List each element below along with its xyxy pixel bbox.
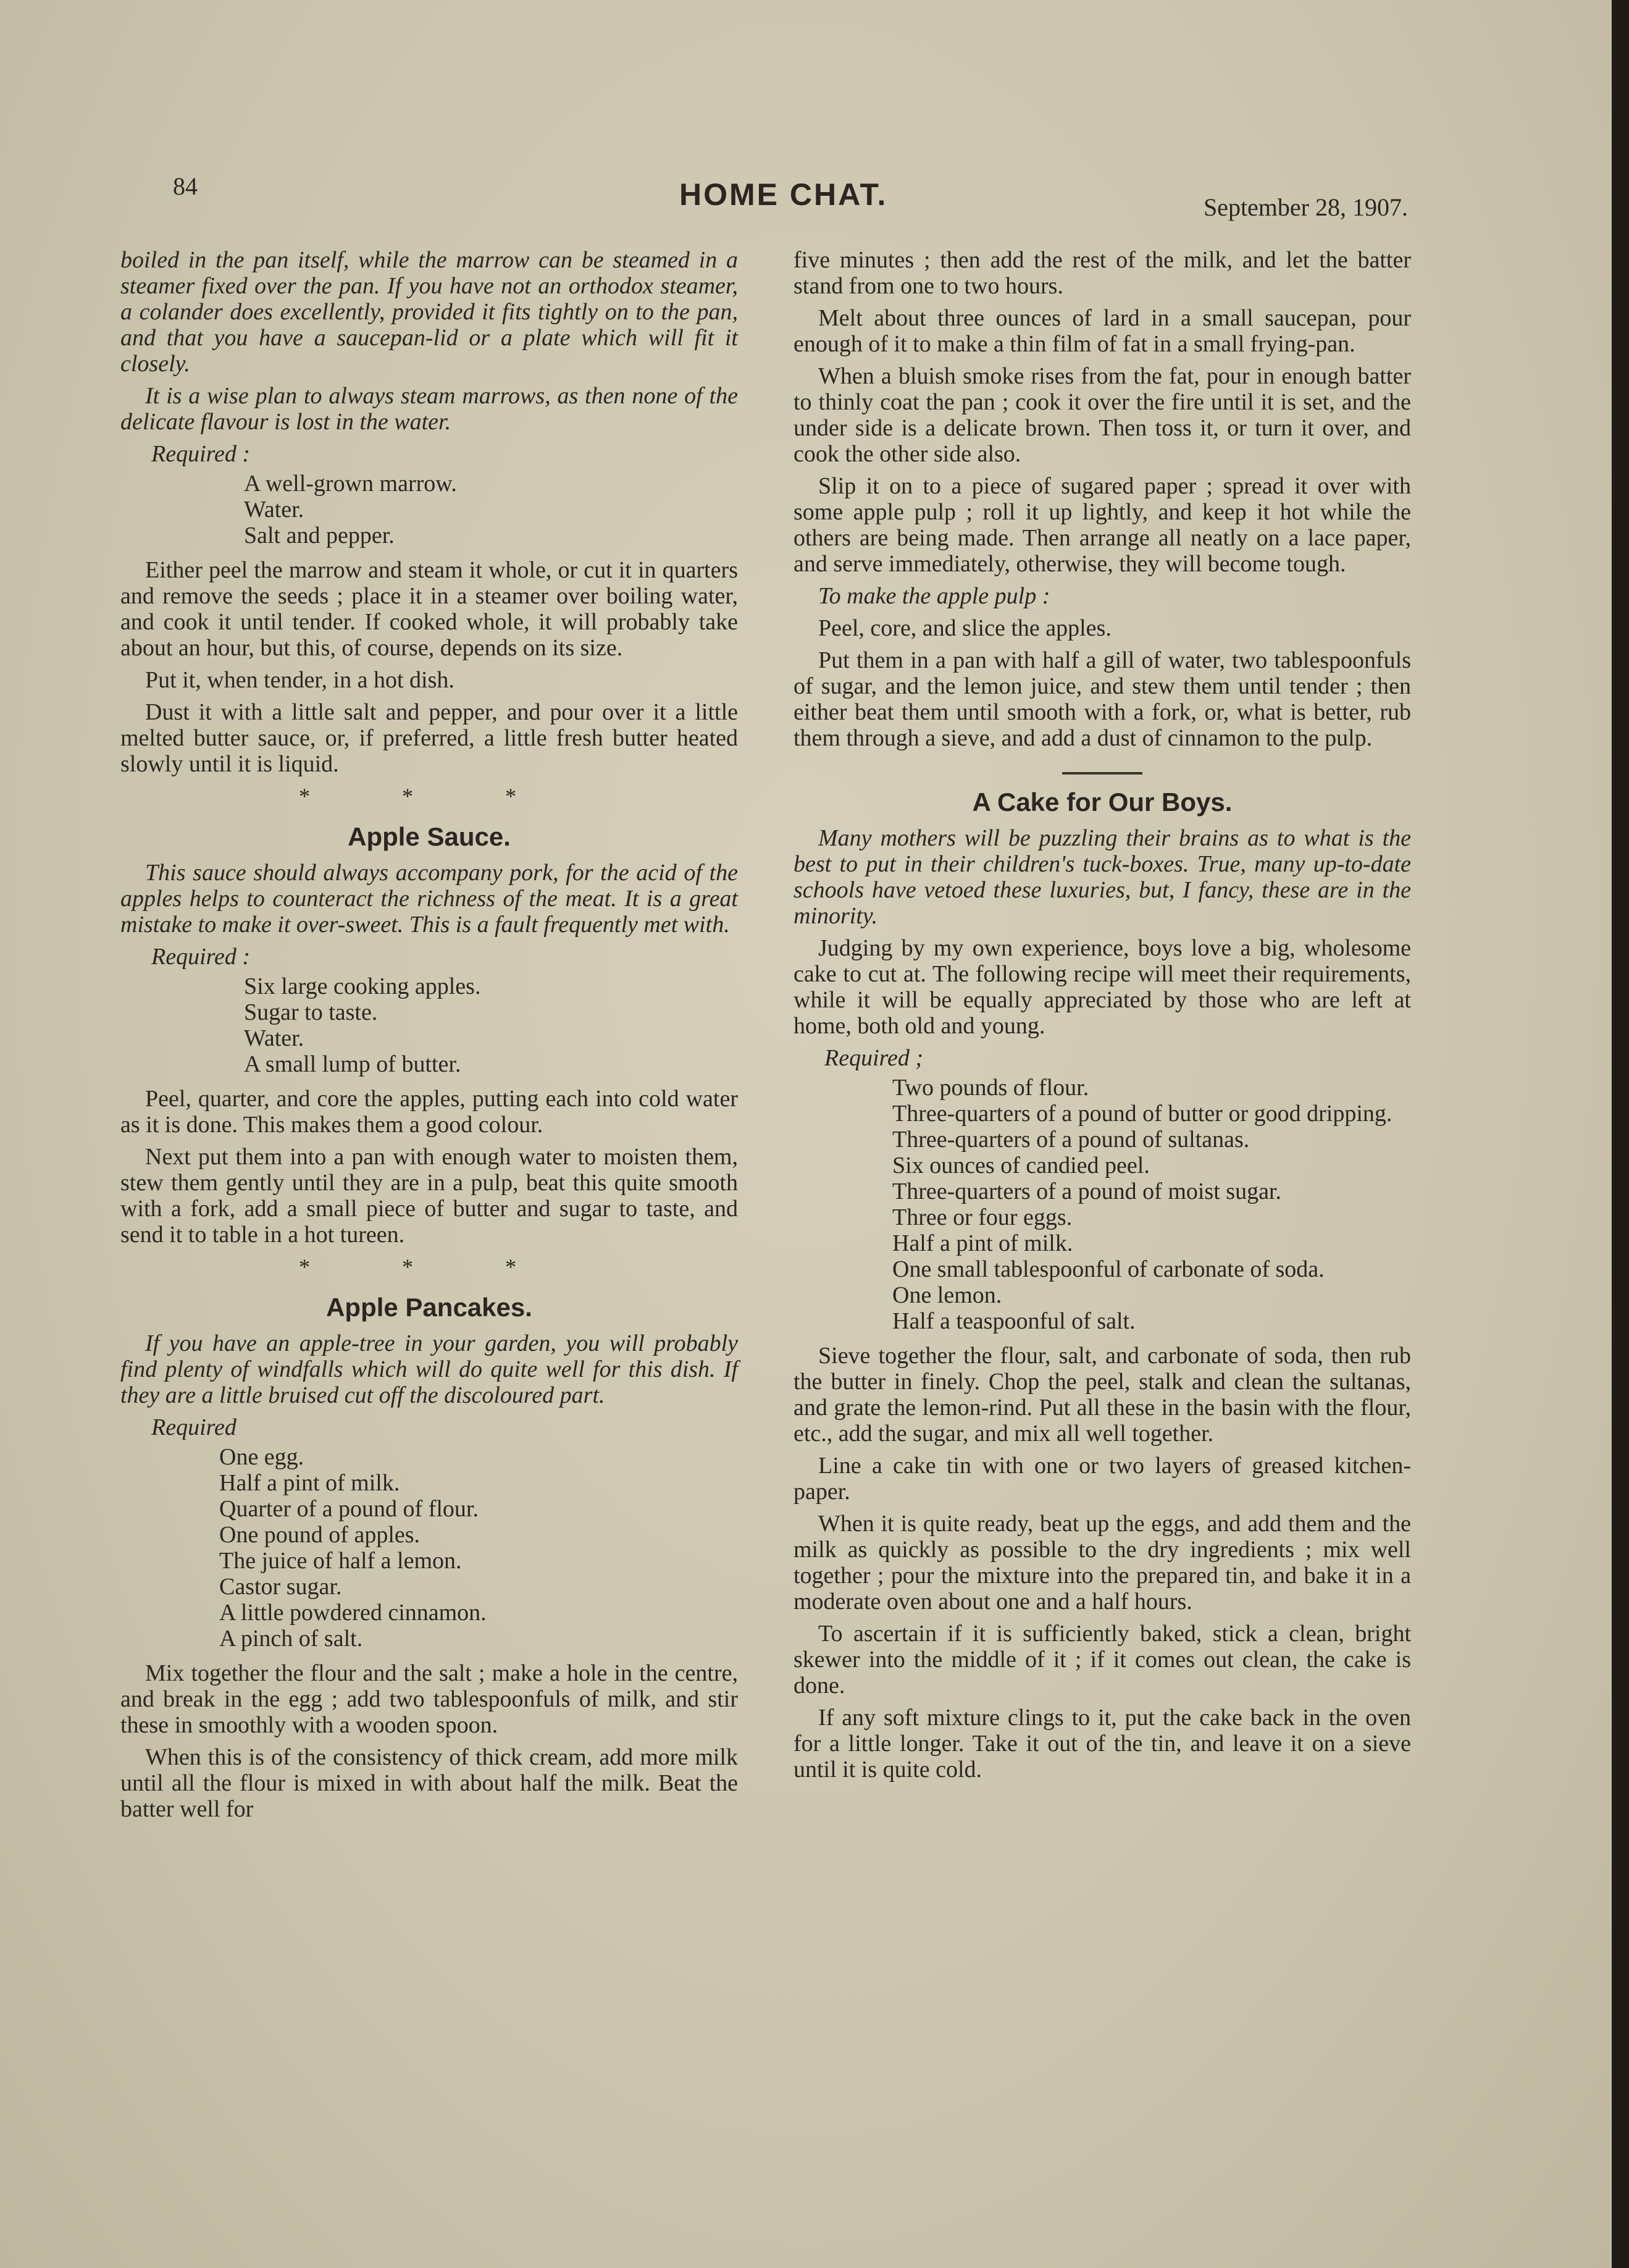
ingredient-item: A pinch of salt. (219, 1626, 363, 1652)
cake-paragraph: Line a cake tin with one or two layers of greased kitchen-paper. (794, 1453, 1411, 1505)
cake-intro: Many mothers will be puzzling their brains as to what is the best to put in their children's tuck-boxes. True, many up-to-date schools have vetoed these luxuries, but, I fancy, these are in the minority. (794, 825, 1411, 929)
ingredient-item: Six ounces of candied peel. (892, 1153, 1150, 1178)
apple-sauce-paragraph: Peel, quarter, and core the apples, putting each into cold water as it is done. This makes them a good colour. (120, 1086, 738, 1138)
apple-sauce-intro: This sauce should always accompany pork, for the acid of the apples helps to counteract the richness of the meat. It is a great mistake to make it over-sweet. This is a fault frequently met with. (120, 860, 738, 938)
ingredient-item: The juice of half a lemon. (219, 1548, 462, 1574)
ingredient-item: One egg. (219, 1444, 304, 1470)
cake-paragraph: To ascertain if it is sufficiently baked, stick a clean, bright skewer into the middle of it ; if it comes out clean, the cake is done. (794, 1621, 1411, 1699)
cake-ingredient-list (794, 1075, 1411, 1334)
marrow-paragraph: Put it, when tender, in a hot dish. (145, 667, 454, 693)
apple-pancakes-paragraph: Slip it on to a piece of sugared paper ; spread it over with some apple pulp ; roll it up lightly, and keep it hot while the others are being made. Then arrange all neatly on a lace paper, and serve immediately, otherwise, they will become tough. (794, 473, 1411, 577)
ingredient-item: Two pounds of flour. (892, 1075, 1089, 1101)
apple-sauce-ingredient-list (120, 973, 738, 1077)
ingredient-item: Three or four eggs. (892, 1204, 1073, 1230)
apple-pancakes-paragraph: When this is of the consistency of thick cream, add more milk until all the flour is mixed in with about half the milk. Beat the batter well for (120, 1744, 738, 1822)
apple-pancakes-paragraph: When a bluish smoke rises from the fat, pour in enough batter to thinly coat the pan ; cook it over the fire until it is set, and the under side is a delicate brown. Then toss it, or turn it over, and cook the other side also. (794, 363, 1411, 467)
ingredient-item: Six large cooking apples. (244, 973, 481, 999)
apple-pancakes-paragraph: Mix together the flour and the salt ; make a hole in the centre, and break in the egg ; add two tablespoonfuls of milk, and stir these in smoothly with a wooden spoon. (120, 1660, 738, 1738)
ingredient-item: Water. (244, 1025, 304, 1051)
apple-pancakes-ingredient-list (120, 1444, 738, 1652)
apple-pulp-paragraph: Peel, core, and slice the apples. (818, 615, 1112, 641)
ingredient-item: One pound of apples. (219, 1522, 421, 1548)
ingredient-item: A well-grown marrow. (244, 471, 457, 497)
page-number: 84 (173, 172, 198, 200)
section-divider-stars: * * * (299, 1254, 559, 1279)
apple-sauce-required-label: Required : (151, 944, 251, 970)
ingredient-item: Half a pint of milk. (219, 1470, 400, 1496)
marrow-tip: It is a wise plan to always steam marrows, as then none of the delicate flavour is lost in the water. (120, 383, 738, 435)
page-header (167, 162, 1408, 221)
section-divider-rule (1062, 772, 1142, 775)
ingredient-item: Three-quarters of a pound of moist sugar. (892, 1178, 1281, 1204)
ingredient-item: A small lump of butter. (244, 1051, 461, 1077)
cake-paragraph: When it is quite ready, beat up the eggs, and add them and the milk as quickly as possible to the dry ingredients ; mix well together ; pour the mixture into the prepared tin, and bake it in a moderate oven about one and a half hours. (794, 1511, 1411, 1615)
cake-required-label: Required ; (824, 1045, 924, 1071)
masthead-title: HOME CHAT. (679, 177, 888, 212)
binding-edge (1612, 0, 1629, 2268)
ingredient-item: A little powdered cinnamon. (219, 1600, 487, 1626)
cake-paragraph: If any soft mixture clings to it, put the cake back in the oven for a little longer. Take it out of the tin, and leave it on a sieve until it is quite cold. (794, 1705, 1411, 1783)
section-divider-stars: * * * (299, 784, 559, 808)
apple-pancakes-paragraph: Melt about three ounces of lard in a small saucepan, pour enough of it to make a thin film of fat in a small frying-pan. (794, 305, 1411, 357)
marrow-paragraph: Either peel the marrow and steam it whole, or cut it in quarters and remove the seeds ; place it in a steamer over boiling water, and cook it until tender. If cooked whole, it will probably take about an hour, but this, of course, depends on its size. (120, 557, 738, 661)
marrow-ingredient-list (120, 471, 738, 548)
apple-pancakes-required-label: Required (151, 1414, 237, 1440)
ingredient-item: One small tablespoonful of carbonate of soda. (892, 1256, 1325, 1282)
apple-pulp-heading: To make the apple pulp : (818, 583, 1050, 609)
apple-pulp-paragraph: Put them in a pan with half a gill of water, two tablespoonfuls of sugar, and the lemon juice, and stew them until tender ; then either beat them until smooth with a fork, or, what is better, rub them through a sieve, and add a dust of cinnamon to the pulp. (794, 647, 1411, 751)
ingredient-item: Half a pint of milk. (892, 1230, 1073, 1256)
apple-sauce-title: Apple Sauce. (348, 822, 511, 851)
right-column (794, 247, 1411, 1789)
apple-pancakes-intro: If you have an apple-tree in your garden, you will probably find plenty of windfalls which will do quite well for this dish. If they are a little bruised cut off the discoloured part. (120, 1330, 738, 1408)
ingredient-item: Water. (244, 497, 304, 523)
ingredient-item: One lemon. (892, 1282, 1002, 1308)
marrow-paragraph: Dust it with a little salt and pepper, and pour over it a little melted butter sauce, or, if preferred, a little fresh butter heated slowly until it is liquid. (120, 699, 738, 777)
marrow-required-label: Required : (151, 441, 251, 467)
apple-pancakes-paragraph: five minutes ; then add the rest of the milk, and let the batter stand from one to two hours. (794, 247, 1411, 299)
cake-paragraph: Judging by my own experience, boys love a big, wholesome cake to cut at. The following recipe will meet their requirements, while it will be equally appreciated by those who are left at home, both old and young. (794, 935, 1411, 1039)
ingredient-item: Sugar to taste. (244, 999, 378, 1025)
issue-date: September 28, 1907. (1203, 193, 1408, 221)
marrow-intro: boiled in the pan itself, while the marrow can be steamed in a steamer fixed over the pan. If you have not an orthodox steamer, a colander does excellently, provided it fits tightly on to the pan, and that you have a saucepan-lid or a plate which will fit it closely. (120, 247, 738, 377)
left-column (120, 247, 738, 1828)
ingredient-item: Quarter of a pound of flour. (219, 1496, 479, 1522)
cake-title: A Cake for Our Boys. (972, 788, 1233, 817)
apple-pancakes-title: Apple Pancakes. (326, 1293, 532, 1322)
ingredient-item: Three-quarters of a pound of butter or good dripping. (892, 1101, 1392, 1127)
ingredient-item: Castor sugar. (219, 1574, 342, 1600)
ingredient-item: Salt and pepper. (244, 523, 395, 548)
cake-paragraph: Sieve together the flour, salt, and carbonate of soda, then rub the butter in finely. Chop the peel, stalk and clean the sultanas, and grate the lemon-rind. Put all these in the basin with the flour, etc., add the sugar, and mix all well together. (794, 1343, 1411, 1447)
ingredient-item: Three-quarters of a pound of sultanas. (892, 1127, 1250, 1153)
ingredient-item: Half a teaspoonful of salt. (892, 1308, 1136, 1334)
apple-sauce-paragraph: Next put them into a pan with enough water to moisten them, stew them gently until they are in a pulp, beat this quite smooth with a fork, add a small piece of butter and sugar to taste, and send it to table in a hot tureen. (120, 1144, 738, 1248)
